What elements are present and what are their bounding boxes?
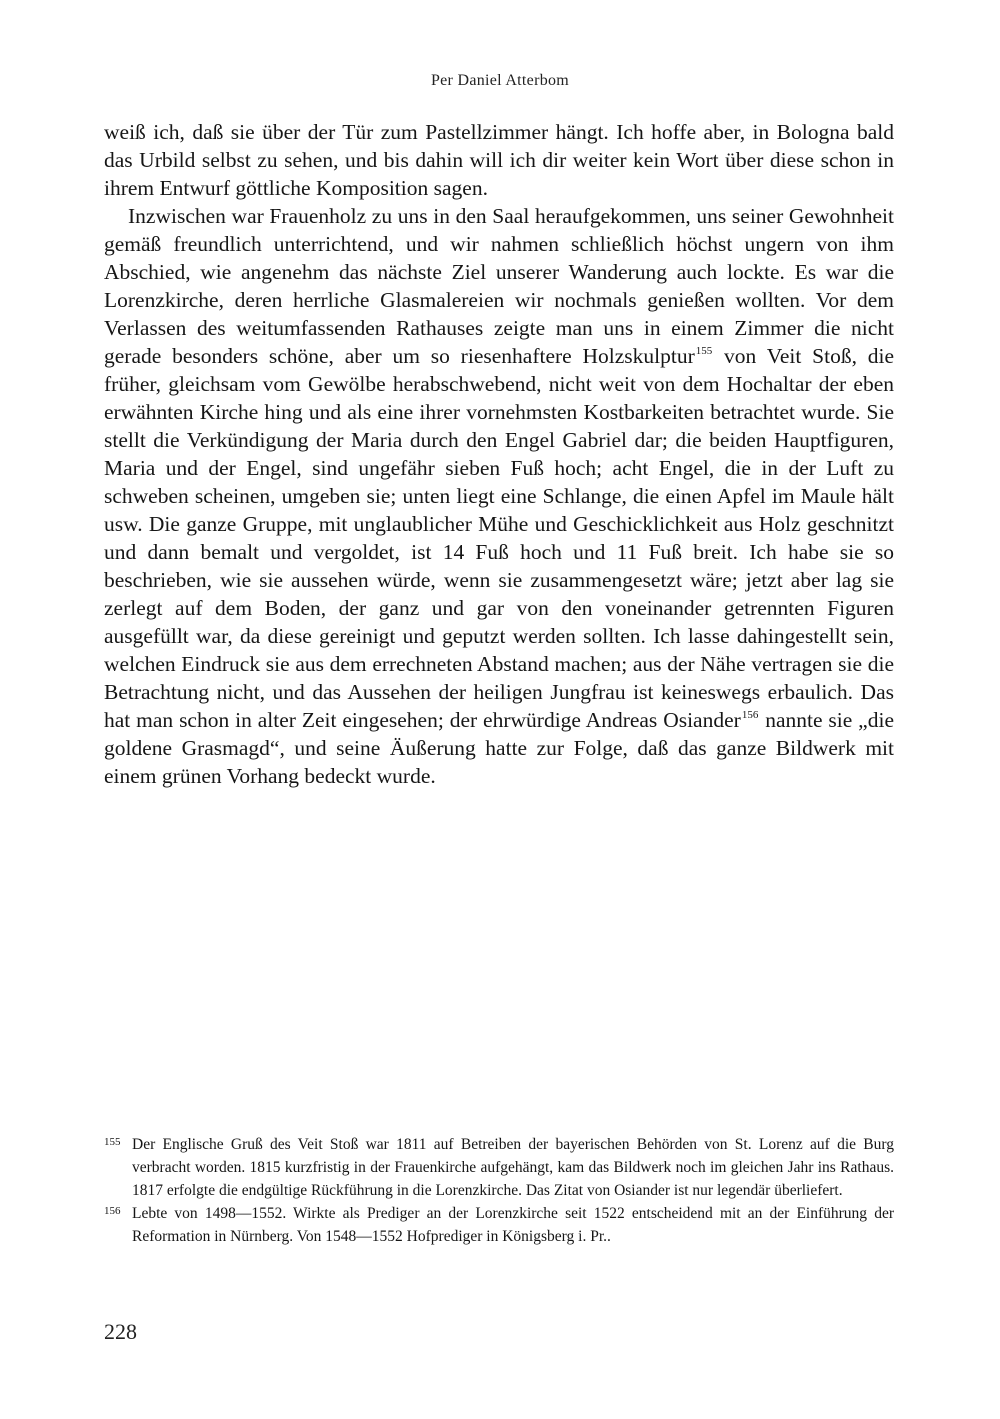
main-text: [104, 118, 894, 790]
footnote-155: [104, 1133, 894, 1202]
paragraph-2: [104, 202, 894, 790]
paragraph-2-part-c: nannte sie „die goldene Grasmagd“, und seine Äußerung hatte zur Folge, daß das ganze Bildwerk mit einem grünen Vorhang bedeckt wurde.: [104, 708, 894, 788]
paragraph-1: weiß ich, daß sie über der Tür zum Pastellzimmer hängt. Ich hoffe aber, in Bologna bald das Urbild selbst zu sehen, und bis dahin will ich dir weiter kein Wort über diese schon in ihrem Entwurf göttliche Komposition sagen.: [104, 120, 894, 200]
footnote-156: [104, 1202, 894, 1248]
footnote-text: Der Englische Gruß des Veit Stoß war 1811 auf Betreiben der bayerischen Behörden von St. Lorenz auf die Burg verbracht worden. 1815 kurzfristig in der Frauenkirche aufgehängt, kam das Bildwerk noch im gleichen Jahr ins Rathaus. 1817 erfolgte die endgültige Rückführung in die Lorenzkirche. Das Zitat von Osiander ist nur legendär überliefert.: [132, 1136, 894, 1199]
footnote-text: Lebte von 1498—1552. Wirkte als Prediger an der Lorenzkirche seit 1522 entscheidend mit an der Einführung der Reformation in Nürnberg. Von 1548—1552 Hofprediger in Königsberg i. Pr..: [132, 1205, 894, 1245]
footnote-ref-155[interactable]: 155: [695, 345, 713, 357]
footnote-number: 155: [104, 1136, 121, 1148]
footnote-number: 156: [104, 1205, 121, 1217]
footnotes: [104, 1133, 894, 1248]
page-number: 228: [104, 1319, 137, 1344]
footnote-ref-156[interactable]: 156: [741, 709, 759, 721]
running-head: Per Daniel Atterbom: [430, 72, 570, 89]
paragraph-2-part-a: Inzwischen war Frauenholz zu uns in den Saal heraufgekommen, uns seiner Gewohnheit gemäß freundlich unterrichtend, und wir nahmen schließlich höchst ungern von ihm Abschied, wie angenehm das nächste Ziel unserer Wanderung auch lockte. Es war die Lorenzkirche, deren herrliche Glasmalereien wir nochmals genießen wollten. Vor dem Verlassen des weitumfassenden Rathauses zeigte man uns in einem Zimmer die nicht gerade besonders schöne, aber um so riesenhaftere Holzskulptur: [104, 204, 894, 368]
paragraph-2-part-b: von Veit Stoß, die früher, gleichsam vom Gewölbe herabschwebend, nicht weit von dem Hochaltar der eben erwähnten Kirche hing und als eine ihrer vornehmsten Kostbarkeiten betrachtet wurde. Sie stellt die Verkündigung der Maria durch den Engel Gabriel dar; die beiden Hauptfiguren, Maria und der Engel, sind ungefähr sieben Fuß hoch; acht Engel, die in der Luft zu schweben scheinen, umgeben sie; unten liegt eine Schlange, die einen Apfel im Maule hält usw. Die ganze Gruppe, mit unglaublicher Mühe und Geschicklichkeit aus Holz geschnitzt und dann bemalt und vergoldet, ist 14 Fuß hoch und 11 Fuß breit. Ich habe sie so beschrieben, wie sie aussehen würde, wenn sie zusammengesetzt wäre; jetzt aber lag sie zerlegt auf dem Boden, der ganz und gar von den voneinander getrennten Figuren ausgefüllt war, da diese gereinigt und geputzt werden sollten. Ich lasse dahingestellt sein, welchen Eindruck sie aus dem errechneten Abstand machen; aus der Nähe vertragen sie die Betrachtung nicht, und das Aussehen der heiligen Jungfrau ist keineswegs erbaulich. Das hat man schon in alter Zeit eingesehen; der ehrwürdige Andreas Osiander: [104, 344, 895, 732]
